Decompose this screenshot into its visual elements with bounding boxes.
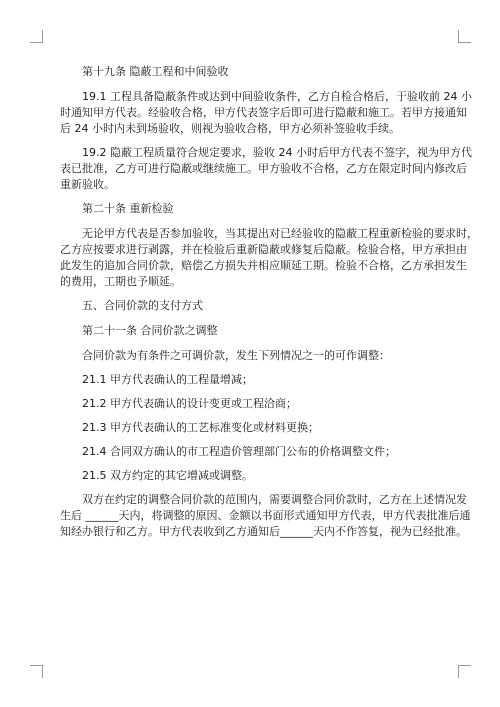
text-line: 生后 ______天内，将调整的原因、金额以书面形式通知甲方代表，甲方代表批准后通 [60,509,471,522]
text-line: 21.4 合同双方确认的市工程造价管理部门公布的价格调整文件； [82,445,396,458]
article-21-closing [60,492,471,540]
crop-mark-top-right [458,30,471,43]
text-line: 21.3 甲方代表确认的工艺标准变化或材料更换； [82,421,319,434]
text-line: 19.1 工程具备隐蔽条件或达到中间验收条件，乙方自检合格后，于验收前 24 小 [82,90,472,103]
text-line: 此发生的追加合同价款，赔偿乙方损失并相应顺延工期。检验不合格，乙方承担发生 [60,259,467,272]
text-line: 乙方应按要求进行剥露，并在检验后重新隐蔽或修复后隐蔽。检验合格，甲方承担由 [60,243,467,256]
clause-21-1 [60,372,445,388]
text-line: 无论甲方代表是否参加验收，当其提出对已经验收的隐蔽工程重新检验的要求时， [82,227,478,240]
text-line: 的费用，工期也予顺延。 [60,275,181,288]
crop-mark-bottom-left [30,665,43,678]
document-body [60,64,478,548]
section-5-heading [60,298,445,314]
crop-mark-top-left [30,30,43,43]
clause-19-2 [60,145,472,193]
text-line: 时通知甲方代表。经验收合格，甲方代表签字后即可进行隐蔽和施工。若甲方接通知 [60,106,467,119]
article-20-body [60,226,478,290]
text-line: 表已批准，乙方可进行隐蔽或继续施工。甲方验收不合格，乙方在限定时间内修改后 [60,162,467,175]
text-line: 知经办银行和乙方。甲方代表收到乙方通知后______天内不作答复，视为已经批准。 [60,525,467,538]
text-line: 第二十条 重新检验 [82,202,174,215]
clause-21-4 [60,444,445,460]
clause-21-2 [60,396,445,412]
clause-21-3 [60,420,445,436]
text-line: 五、合同价款的支付方式 [82,299,203,312]
text-line: 重新验收。 [60,178,115,191]
text-line: 双方在约定的调整合同价款的范围内，需要调整合同价款时，乙方在上述情况发 [82,493,467,506]
text-line: 21.2 甲方代表确认的设计变更或工程洽商； [82,397,297,410]
crop-mark-bottom-right [458,665,471,678]
text-line: 第二十一条 合同价款之调整 [82,324,218,337]
text-line: 后 24 小时内未到场验收，则视为验收合格，甲方必须补签验收手续。 [60,122,400,135]
text-line: 第十九条 隐蔽工程和中间验收 [82,65,229,78]
text-line: 21.5 双方约定的其它增减或调整。 [82,469,253,482]
clause-21-5 [60,468,445,484]
article-21-heading [60,323,445,339]
article-20-heading [60,201,445,217]
text-line: 合同价款为有条件之可调价款，发生下列情况之一的可作调整： [82,349,390,362]
text-line: 19.2 隐蔽工程质量符合规定要求，验收 24 小时后甲方代表不签字，视为甲方代 [82,146,472,159]
article-21-intro [60,348,445,364]
article-19-heading [60,64,445,80]
text-line: 21.1 甲方代表确认的工程量增减； [82,373,253,386]
clause-19-1 [60,89,472,137]
